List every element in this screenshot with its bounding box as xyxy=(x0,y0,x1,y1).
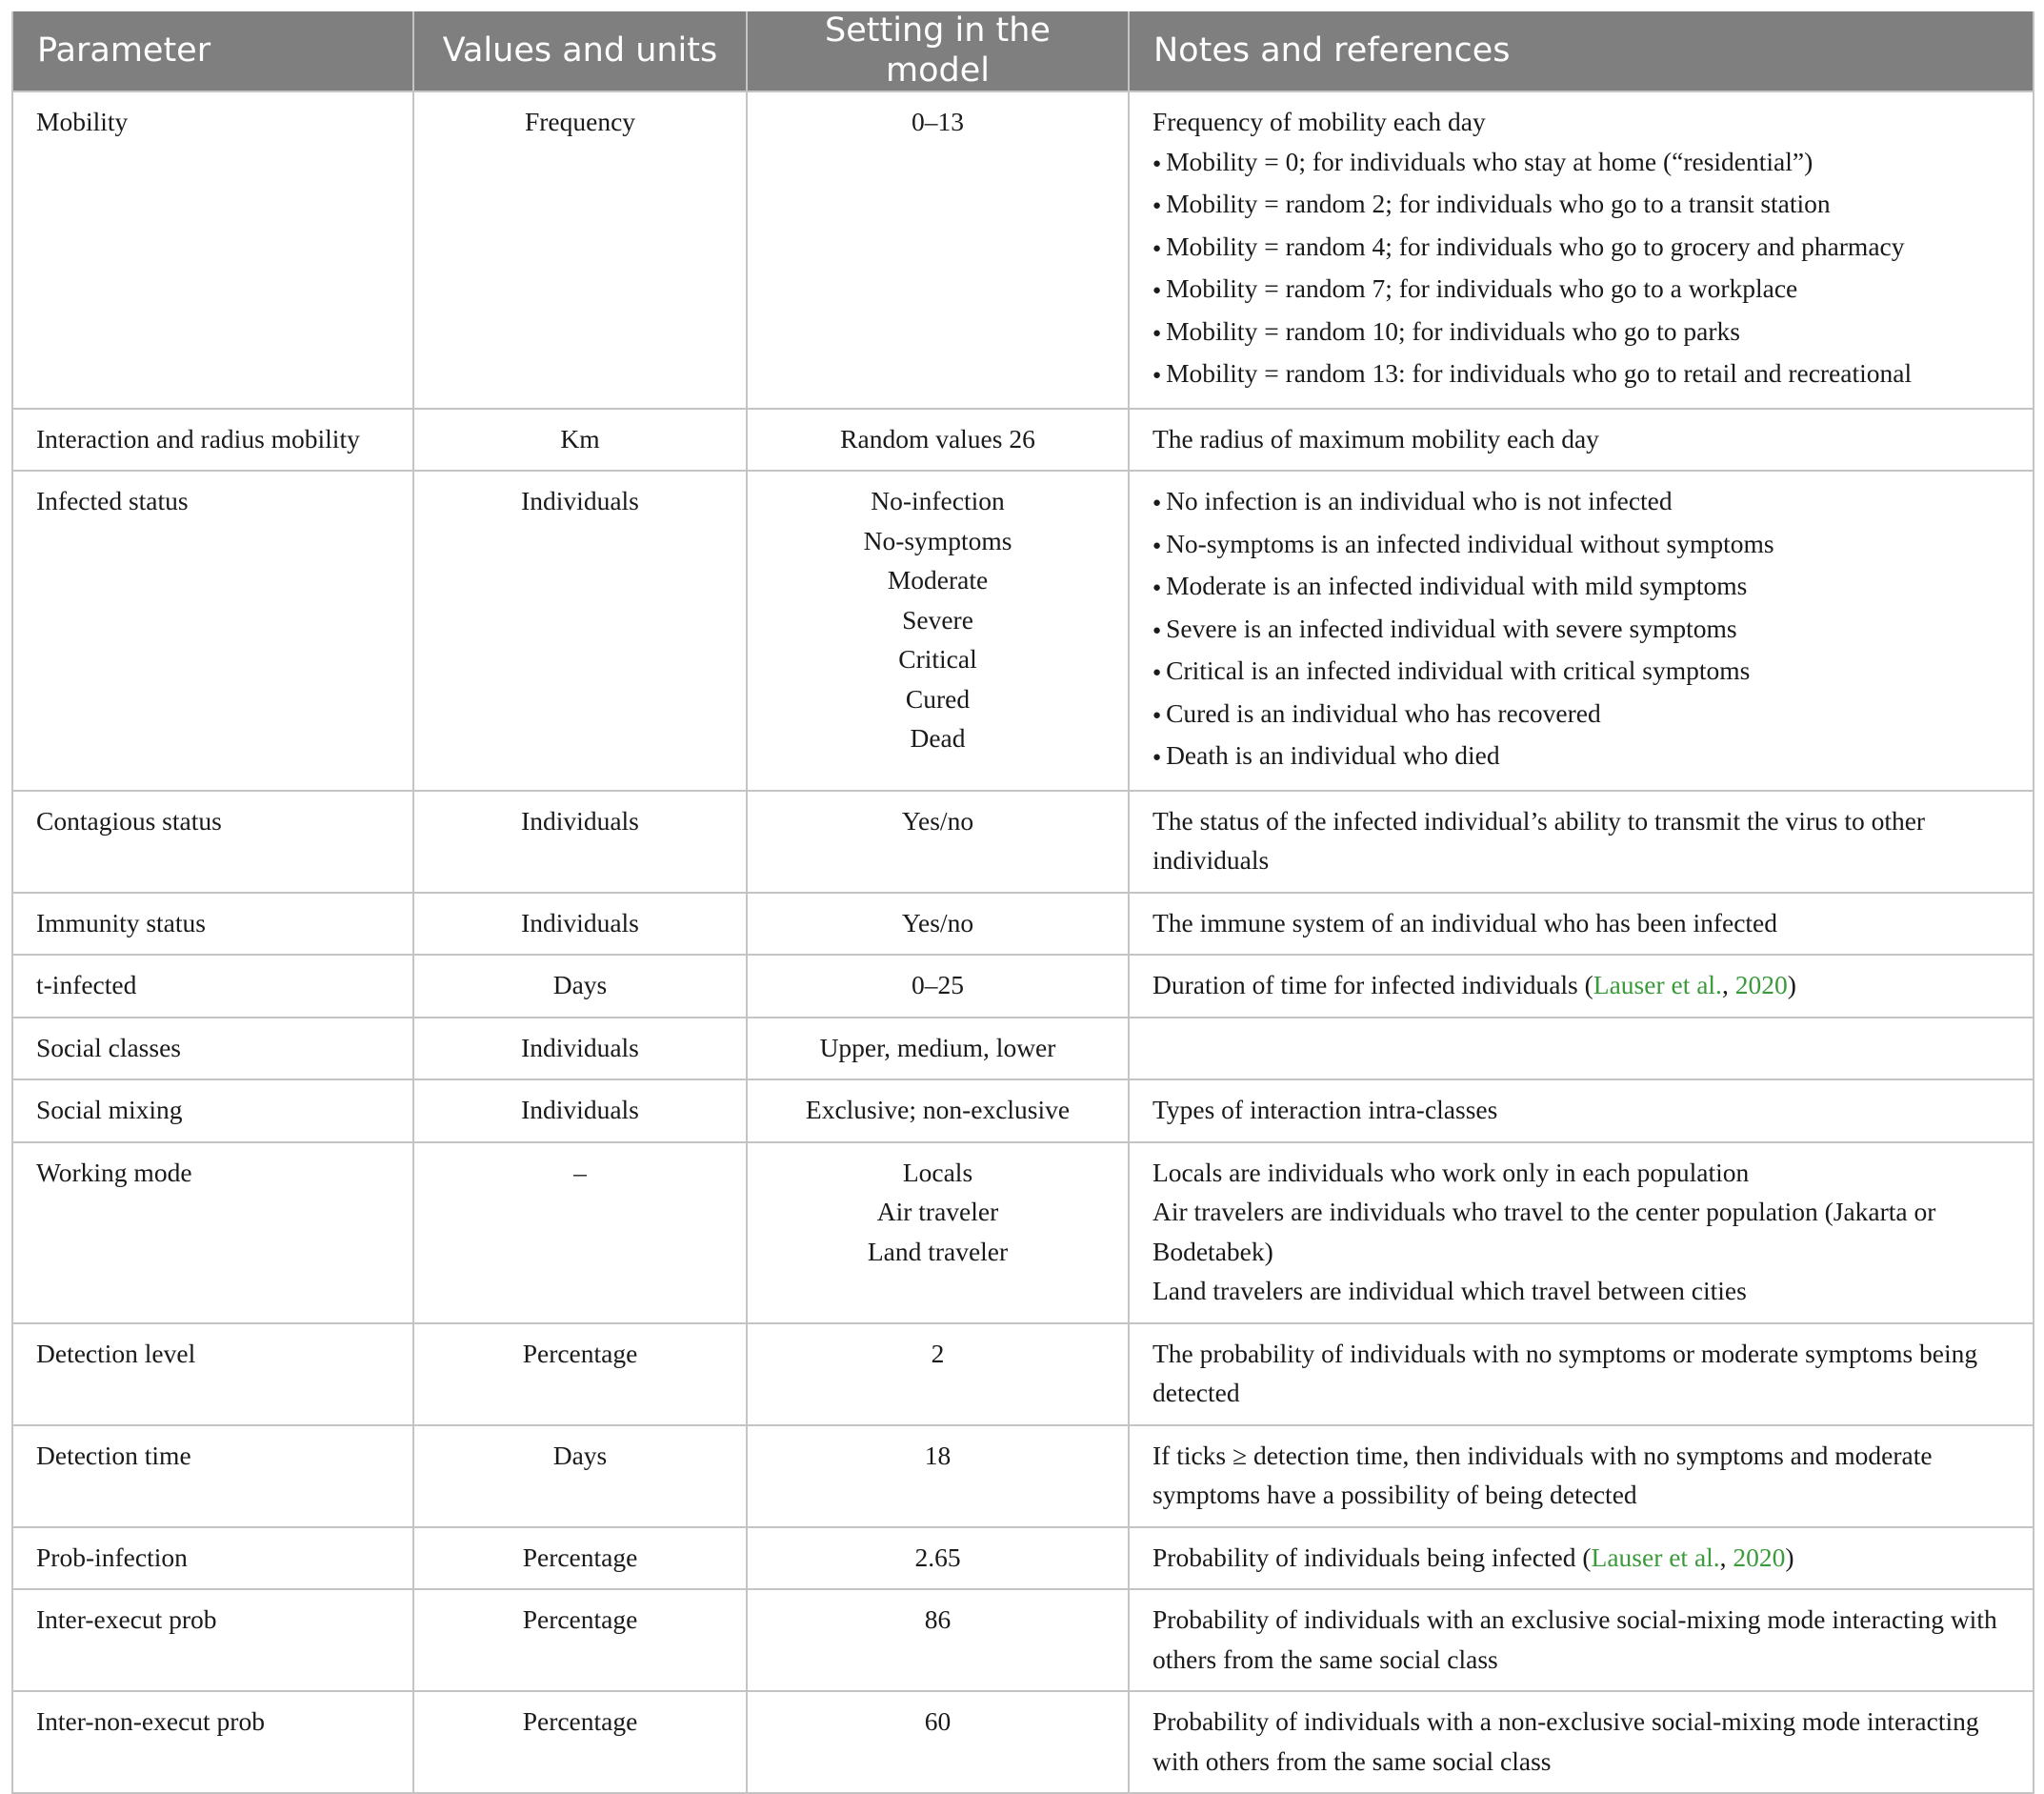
reference-close: ) xyxy=(1787,970,1796,999)
setting-cell xyxy=(747,955,1129,1018)
notes-cell xyxy=(1129,471,2034,791)
parameter-cell: Detection time xyxy=(12,1425,413,1527)
note-line: Types of interaction intra-classes xyxy=(1152,1095,1498,1124)
table-row xyxy=(12,91,2034,409)
table-row xyxy=(12,1323,2034,1425)
note-text: Probability of individuals being infected ( xyxy=(1152,1542,1592,1572)
note-line: Frequency of mobility each day xyxy=(1152,107,1486,136)
setting-cell xyxy=(747,471,1129,791)
notes-cell xyxy=(1129,1079,2034,1142)
note-bullet: ● Mobility = random 7; for individuals who go to a workplace xyxy=(1152,269,2014,312)
setting-cell xyxy=(747,1079,1129,1142)
setting-line: Dead xyxy=(910,723,966,753)
reference-close: ) xyxy=(1785,1542,1794,1572)
reference-author-link[interactable]: Lauser et al. xyxy=(1593,970,1722,999)
parameter-cell: Social classes xyxy=(12,1018,413,1080)
table-row xyxy=(12,791,2034,893)
note-bullet: ● No infection is an individual who is not infected xyxy=(1152,481,2014,524)
note-line: Probability of individuals with a non-exclusive social-mixing mode interacting with others from the same social class xyxy=(1152,1706,1979,1776)
table-row xyxy=(12,1589,2034,1691)
notes-cell xyxy=(1129,955,2034,1018)
parameter-cell: Contagious status xyxy=(12,791,413,893)
setting-line: Moderate xyxy=(887,565,989,595)
units-cell: Individuals xyxy=(413,1079,747,1142)
table-row xyxy=(12,1527,2034,1590)
table-row xyxy=(12,955,2034,1018)
notes-cell xyxy=(1129,1142,2034,1323)
parameter-cell: Inter-execut prob xyxy=(12,1589,413,1691)
header-row xyxy=(12,11,2034,91)
note-bullet: ● Mobility = 0; for individuals who stay at home (“residential”) xyxy=(1152,142,2014,185)
units-cell: Percentage xyxy=(413,1527,747,1590)
note-line: The probability of individuals with no symptoms or moderate symptoms being detected xyxy=(1152,1338,1978,1407)
setting-cell xyxy=(747,893,1129,956)
setting-line: Air traveler xyxy=(876,1197,999,1226)
table-row xyxy=(12,409,2034,472)
notes-cell xyxy=(1129,1691,2034,1793)
setting-line: Yes/no xyxy=(901,907,974,937)
setting-line: Critical xyxy=(898,644,977,674)
parameter-cell: Inter-non-execut prob xyxy=(12,1691,413,1793)
setting-line: No-symptoms xyxy=(863,525,1012,555)
reference-separator: , xyxy=(1721,970,1735,999)
note-bullet: ● Mobility = random 10; for individuals who go to parks xyxy=(1152,312,2014,354)
setting-line: 2.65 xyxy=(914,1542,961,1572)
note-line: The radius of maximum mobility each day xyxy=(1152,423,1599,454)
table-row xyxy=(12,1425,2034,1527)
note-bullet: ● Mobility = random 4; for individuals who go to grocery and pharmacy xyxy=(1152,227,2014,270)
setting-cell xyxy=(747,1527,1129,1590)
table-row xyxy=(12,1018,2034,1080)
note-line: Locals are individuals who work only in each population xyxy=(1152,1157,1750,1187)
header-setting: Setting in the model xyxy=(747,11,1129,91)
setting-cell xyxy=(747,1691,1129,1793)
setting-line: 0–13 xyxy=(912,107,964,136)
notes-cell xyxy=(1129,409,2034,472)
setting-cell xyxy=(747,791,1129,893)
parameter-cell: Working mode xyxy=(12,1142,413,1323)
setting-line: 18 xyxy=(924,1440,952,1470)
note-line: The immune system of an individual who has been infected xyxy=(1152,907,1778,937)
parameter-cell: Prob-infection xyxy=(12,1527,413,1590)
reference-separator: , xyxy=(1719,1542,1733,1572)
header-values-units: Values and units xyxy=(413,11,747,91)
setting-line: 0–25 xyxy=(912,970,964,999)
header-notes: Notes and references xyxy=(1129,11,2034,91)
parameter-cell: t-infected xyxy=(12,955,413,1018)
note-line: The status of the infected individual’s ability to transmit the virus to other individuals xyxy=(1152,805,1926,875)
parameter-cell: Infected status xyxy=(12,471,413,791)
notes-cell xyxy=(1129,1425,2034,1527)
reference-year-link[interactable]: 2020 xyxy=(1733,1542,1786,1572)
setting-line: Random values 26 xyxy=(840,423,1035,454)
parameter-cell: Detection level xyxy=(12,1323,413,1425)
note-bullet: ● Death is an individual who died xyxy=(1152,736,2014,778)
table-body xyxy=(12,91,2034,1793)
setting-cell xyxy=(747,1142,1129,1323)
table-row xyxy=(12,471,2034,791)
parameter-cell: Interaction and radius mobility xyxy=(12,409,413,472)
units-cell: Individuals xyxy=(413,791,747,893)
units-cell: Days xyxy=(413,1425,747,1527)
setting-line: Yes/no xyxy=(901,805,974,836)
table-header xyxy=(12,11,2034,91)
parameters-table xyxy=(11,11,2034,1794)
note-bullet: ● Critical is an infected individual with critical symptoms xyxy=(1152,651,2014,694)
table-row xyxy=(12,1079,2034,1142)
header-parameter: Parameter xyxy=(12,11,413,91)
units-cell: Individuals xyxy=(413,1018,747,1080)
setting-line: Land traveler xyxy=(867,1236,1009,1266)
parameter-cell: Social mixing xyxy=(12,1079,413,1142)
units-cell: Percentage xyxy=(413,1323,747,1425)
units-cell: Percentage xyxy=(413,1589,747,1691)
units-cell: Individuals xyxy=(413,471,747,791)
reference-author-link[interactable]: Lauser et al. xyxy=(1591,1542,1720,1572)
setting-line: 60 xyxy=(924,1706,952,1736)
notes-cell xyxy=(1129,893,2034,956)
setting-cell xyxy=(747,1323,1129,1425)
units-cell: Individuals xyxy=(413,893,747,956)
setting-line: Upper, medium, lower xyxy=(819,1032,1056,1062)
table-row xyxy=(12,1142,2034,1323)
note-line: Land travelers are individual which travel between cities xyxy=(1152,1276,1747,1305)
note-line: Air travelers are individuals who travel to the center population (Jakarta or Bodetabek) xyxy=(1152,1197,1936,1266)
setting-cell xyxy=(747,1018,1129,1080)
reference-year-link[interactable]: 2020 xyxy=(1734,970,1788,999)
setting-cell xyxy=(747,409,1129,472)
units-cell: Days xyxy=(413,955,747,1018)
parameter-cell: Mobility xyxy=(12,91,413,409)
notes-cell xyxy=(1129,1018,2034,1080)
note-line: Probability of individuals with an exclusive social-mixing mode interacting with others from the same social class xyxy=(1152,1604,1997,1674)
notes-cell xyxy=(1129,1527,2034,1590)
setting-line: Locals xyxy=(902,1157,973,1187)
notes-cell xyxy=(1129,791,2034,893)
notes-cell xyxy=(1129,1323,2034,1425)
setting-line: 2 xyxy=(931,1338,945,1368)
parameter-cell: Immunity status xyxy=(12,893,413,956)
units-cell: Km xyxy=(413,409,747,472)
notes-cell xyxy=(1129,1589,2034,1691)
setting-cell xyxy=(747,1589,1129,1691)
note-text: Duration of time for infected individuals ( xyxy=(1152,970,1593,999)
table-row xyxy=(12,1691,2034,1793)
setting-cell xyxy=(747,91,1129,409)
units-cell: – xyxy=(413,1142,747,1323)
note-bullet: ● No-symptoms is an infected individual without symptoms xyxy=(1152,524,2014,567)
units-cell: Frequency xyxy=(413,91,747,409)
setting-line: Cured xyxy=(905,683,971,714)
table-row xyxy=(12,893,2034,956)
setting-cell xyxy=(747,1425,1129,1527)
note-bullet: ● Moderate is an infected individual with mild symptoms xyxy=(1152,566,2014,609)
setting-line: Exclusive; non-exclusive xyxy=(805,1095,1071,1124)
note-line: If ticks ≥ detection time, then individuals with no symptoms and moderate symptoms have a possibility of being detected xyxy=(1152,1440,1933,1509)
notes-cell xyxy=(1129,91,2034,409)
setting-line: 86 xyxy=(924,1604,952,1634)
setting-line: Severe xyxy=(902,604,973,635)
note-bullet: ● Mobility = random 2; for individuals who go to a transit station xyxy=(1152,184,2014,227)
setting-line: No-infection xyxy=(871,486,1005,515)
note-bullet: ● Mobility = random 13: for individuals who go to retail and recreational xyxy=(1152,353,2014,396)
note-bullet: ● Severe is an infected individual with severe symptoms xyxy=(1152,609,2014,652)
units-cell: Percentage xyxy=(413,1691,747,1793)
note-bullet: ● Cured is an individual who has recovered xyxy=(1152,694,2014,736)
